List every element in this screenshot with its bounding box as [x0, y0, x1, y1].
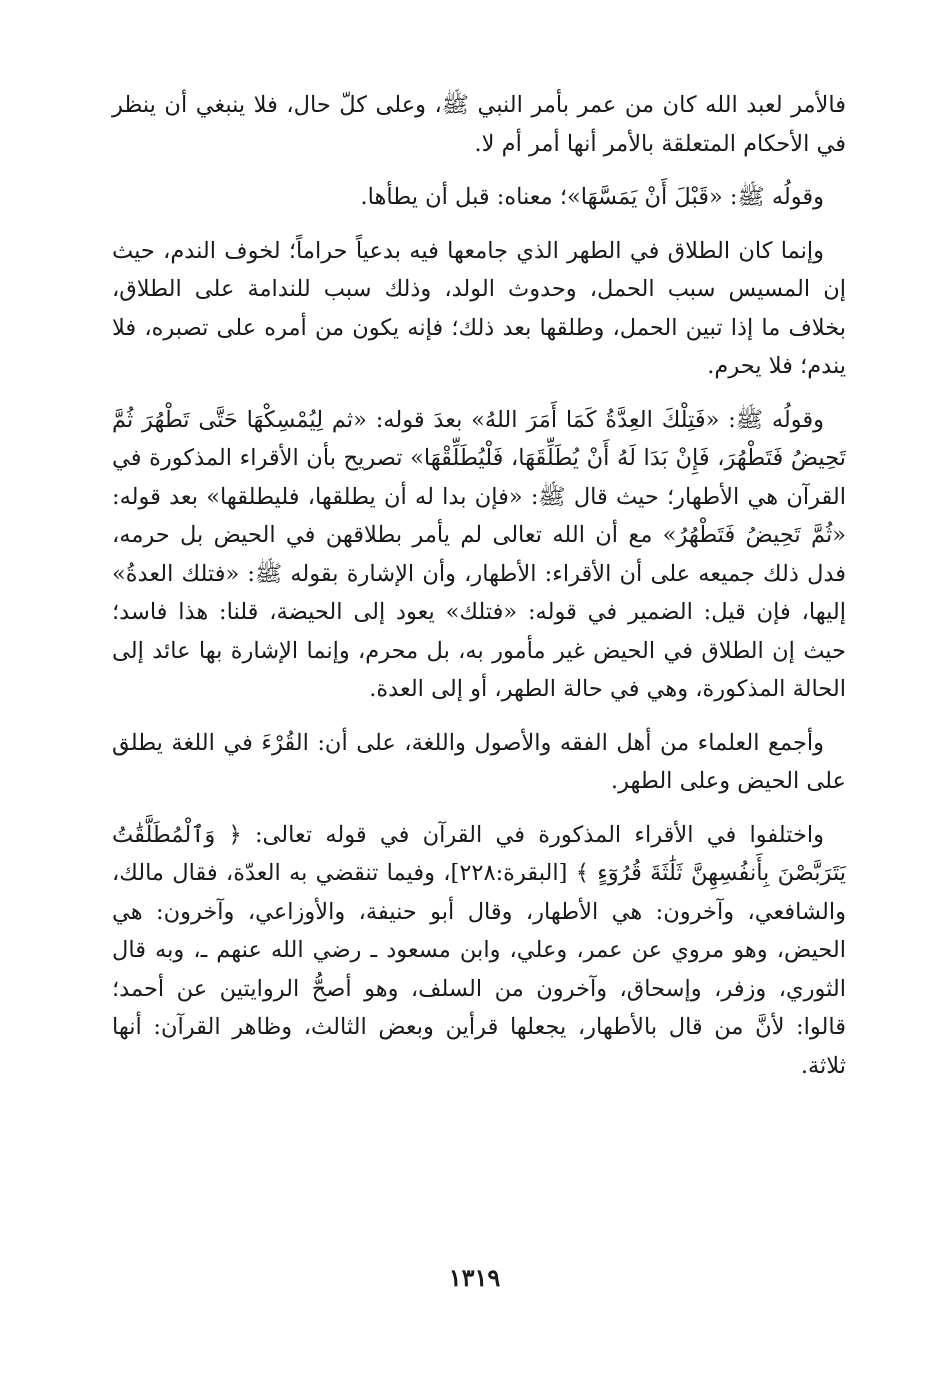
paragraph-5: وأجمع العلماء من أهل الفقه والأصول واللغة، على أن: القُرْءَ في اللغة يطلق على الحيض وعلى الطهر.: [112, 729, 846, 794]
paragraph-1: فالأمر لعبد الله كان من عمر بأمر النبي ﷺ، وعلى كلّ حال، فلا ينبغي أن ينظر في الأحكام المتعلقة بالأمر أنها أمر أم لا.: [112, 92, 846, 157]
page-number: ١٣١٩: [448, 1263, 501, 1292]
paragraph-4: وقولُه ﷺ: «فَتِلْكَ العِدَّةُ كَمَا أَمَرَ اللهُ» بعدَ قوله: «ثم لِيُمْسِكْهَا حَتَّى تَطْهُرَ ثُمَّ تَحِيضُ فَتَطْهُرَ، فَإِنْ بَدَا لَهُ أَنْ يُطَلِّقَهَا، فَلْيُطَلِّقْهَا» تصريح بأن الأقراء المذكورة في القرآن هي الأطهار؛ حيث قال ﷺ: «فإن بدا له أن يطلقها، فليطلقها» بعد قوله: «ثُمَّ تَحِيضُ فَتَطْهُرُ» مع أن الله تعالى لم يأمر بطلاقهن في الحيض بل حرمه، فدل ذلك جميعه على أن الأقراء: الأطهار، وأن الإشارة بقوله ﷺ: «فتلك العدةُ» إليها، فإن قيل: الضمير في قوله: «فتلك» يعود إلى الحيضة، قلنا: هذا فاسد؛ حيث إن الطلاق في الحيض غير مأمور به، بل محرم، وإنما الإشارة بها عائد إلى الحالة المذكورة، وهي في حالة الطهر، أو إلى العدة.: [112, 406, 846, 702]
paragraph-2: وقولُه ﷺ: «قَبْلَ أَنْ يَمَسَّهَا»؛ معناه: قبل أن يطأها.: [360, 184, 824, 210]
page-body: [112, 86, 846, 1100]
paragraph-6: واختلفوا في الأقراء المذكورة في القرآن في قوله تعالى: ﴿ وَٱلْمُطَلَّقَٰتُ يَتَرَبَّصْنَ بِأَنفُسِهِنَّ ثَلَٰثَةَ قُرُوٓءٍ ﴾ [البقرة:٢٢٨]، وفيما تنقضي به العدّة، فقال مالك، والشافعي، وآخرون: هي الأطهار، وقال أبو حنيفة، والأوزاعي، وآخرون: هي الحيض، وهو مروي عن عمر، وعلي، وابن مسعود ـ رضي الله عنهم ـ، وبه قال الثوري، وزفر، وإسحاق، وآخرون من السلف، وهو أصحُّ الروايتين عن أحمد؛ قالوا: لأنَّ من قال بالأطهار، يجعلها قرأين وبعض الثالث، وظاهر القرآن: أنها ثلاثة.: [112, 821, 846, 1079]
paragraph-3: وإنما كان الطلاق في الطهر الذي جامعها فيه بدعياً حراماً؛ لخوف الندم، حيث إن المسيس سبب الحمل، وحدوث الولد، وذلك سبب للندامة على الطلاق، بخلاف ما إذا تبين الحمل، وطلقها بعد ذلك؛ فإنه يكون من أمره على تصبره، فلا يندم؛ فلا يحرم.: [112, 237, 846, 379]
